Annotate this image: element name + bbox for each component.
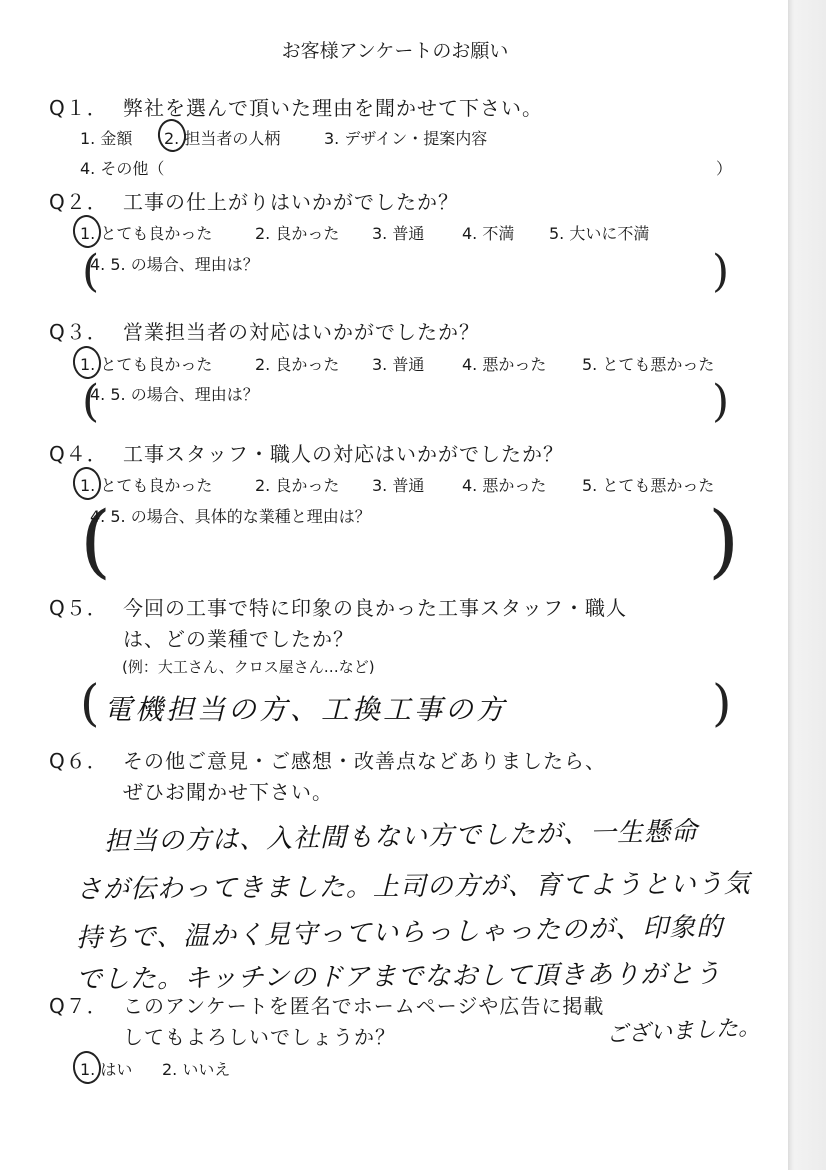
q6-number: Q６． (49, 749, 108, 773)
q3-reason-label: 4. 5. の場合、理由は？ (90, 385, 259, 404)
q2-option-5[interactable]: 5. 大いに不満 (549, 224, 650, 243)
scan-page-edge (788, 0, 826, 1170)
q2-reason-close-paren: ) (712, 246, 730, 297)
q2-option-3[interactable]: 3. 普通 (372, 224, 425, 243)
q4-option-2[interactable]: 2. 良かった (255, 476, 340, 495)
q6-answer-line-3: 持ちで、温かく見守っていらっしゃったのが、印象的 (75, 912, 724, 954)
q4-option-3[interactable]: 3. 普通 (372, 476, 425, 495)
q2-selected-circle (71, 213, 103, 250)
q1-other-close: ） (716, 159, 733, 178)
q2-option-2[interactable]: 2. 良かった (255, 224, 340, 243)
q3-option-5[interactable]: 5. とても悪かった (582, 355, 715, 374)
q3-option-1[interactable]: 1. とても良かった (80, 355, 213, 374)
q6-answer-line-4: でした。キッチンのドアまでなおして頂きありがとう (75, 959, 722, 995)
q7-number: Q７． (49, 994, 108, 1018)
q1-option-3[interactable]: 3. デザイン・提案内容 (324, 129, 488, 148)
q3-reason-close-paren: ) (712, 376, 730, 427)
q6-question (49, 745, 606, 774)
q5-answer-open-paren: ( (80, 674, 100, 732)
q1-option-other[interactable]: 4. その他（ (80, 159, 165, 178)
q1-number: Q１． (49, 96, 108, 120)
q3-text: 営業担当者の対応はいかがでしたか？ (123, 320, 480, 344)
q7-selected-circle (71, 1049, 103, 1086)
q3-option-4[interactable]: 4. 悪かった (462, 355, 547, 374)
q1-question (49, 92, 543, 121)
q2-question (49, 186, 459, 215)
q5-handwritten-answer: 電機担当の方、工換工事の方 (104, 693, 508, 726)
q1-text: 弊社を選んで頂いた理由を聞かせて下さい。 (123, 96, 543, 120)
q4-text: 工事スタッフ・職人の対応はいかがでしたか？ (123, 442, 564, 466)
q4-reason-open-paren: ( (80, 494, 112, 587)
q2-option-4[interactable]: 4. 不満 (462, 224, 515, 243)
q4-option-4[interactable]: 4. 悪かった (462, 476, 547, 495)
q1-option-1[interactable]: 1. 金額 (80, 129, 133, 148)
q4-number: Q４． (49, 442, 108, 466)
q5-text-line1: 今回の工事で特に印象の良かった工事スタッフ・職人 (123, 596, 627, 620)
q6-answer-line-5: ございました。 (605, 1014, 761, 1049)
form-title: お客様アンケートのお願い (281, 40, 509, 62)
q7-option-2[interactable]: 2. いいえ (162, 1060, 231, 1079)
q6-text-line1: その他ご意見・ご感想・改善点などありましたら、 (123, 749, 606, 773)
q7-option-1[interactable]: 1. はい (80, 1060, 133, 1079)
q4-option-5[interactable]: 5. とても悪かった (582, 476, 715, 495)
q5-text-line2: は、どの業種でしたか？ (123, 627, 354, 651)
q3-number: Q３． (49, 320, 108, 344)
q2-reason-label: 4. 5. の場合、理由は？ (90, 255, 259, 274)
q6-answer-line-1: 担当の方は、入社間もない方でしたが、一生懸命 (103, 816, 699, 858)
q3-reason-open-paren: ( (82, 376, 100, 427)
q4-reason-close-paren: ) (708, 494, 740, 587)
q2-option-1[interactable]: 1. とても良かった (80, 224, 213, 243)
q2-text: 工事の仕上がりはいかがでしたか？ (123, 190, 459, 214)
q7-text-line1: このアンケートを匿名でホームページや広告に掲載 (123, 994, 605, 1018)
q5-question (49, 592, 627, 621)
q6-text-line2: ぜひお聞かせ下さい。 (123, 780, 333, 804)
q5-example: (例：大工さん、クロス屋さん…など) (122, 658, 375, 676)
q4-question (49, 438, 564, 467)
q2-reason-open-paren: ( (82, 246, 100, 297)
q4-reason-label: 4. 5. の場合、具体的な業種と理由は？ (90, 507, 371, 526)
q6-answer-line-2: さが伝わってきました。上司の方が、育てようという気 (75, 869, 751, 905)
q2-number: Q２． (49, 190, 108, 214)
q4-option-1[interactable]: 1. とても良かった (80, 476, 213, 495)
q7-text-line2: してもよろしいでしょうか？ (123, 1025, 396, 1049)
q3-option-3[interactable]: 3. 普通 (372, 355, 425, 374)
q5-number: Q５． (49, 596, 108, 620)
q1-option-2[interactable]: 2. 担当者の人柄 (164, 129, 281, 148)
q7-question (49, 990, 604, 1019)
q3-option-2[interactable]: 2. 良かった (255, 355, 340, 374)
q5-answer-close-paren: ) (712, 674, 732, 732)
q3-question (49, 316, 480, 345)
